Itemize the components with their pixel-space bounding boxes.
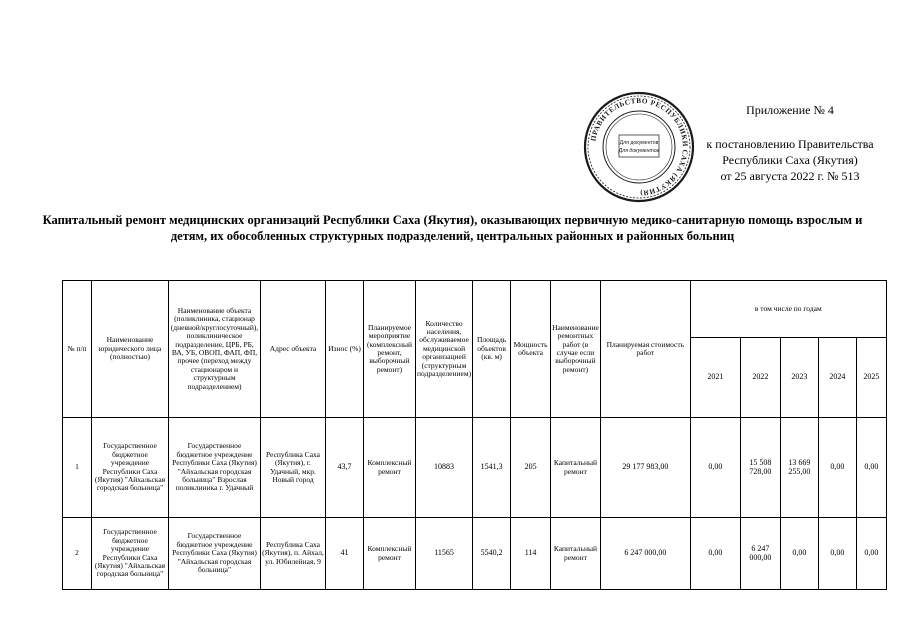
cell-cost: 29 177 983,00 (600, 418, 690, 518)
svg-text:ПРАВИТЕЛЬСТВО РЕСПУБЛИКИ САХА (589, 97, 689, 197)
cell-2024: 0,00 (818, 418, 856, 518)
header-wear: Износ (%) (326, 281, 364, 418)
header-area: Площадь объектов (кв. м) (473, 281, 511, 418)
appendix-line-4: от 25 августа 2022 г. № 513 (720, 169, 860, 183)
cell-works: Капитальный ремонт (551, 518, 601, 590)
cell-2024: 0,00 (818, 518, 856, 590)
seal-graphic (583, 91, 695, 203)
cell-2021: 0,00 (690, 418, 740, 518)
cell-population: 11565 (416, 518, 473, 590)
header-event: Планируемое мероприятие (комплексный ремонт, выборочный ремонт) (364, 281, 416, 418)
cell-num: 1 (63, 418, 92, 518)
cell-entity: Государственное бюджетное учреждение Республики Саха (Якутия) "Айхальская городская больница" (92, 518, 169, 590)
header-capacity: Мощность объекта (511, 281, 551, 418)
official-seal (583, 91, 695, 203)
header-year-2021: 2021 (690, 338, 740, 418)
header-year-2025: 2025 (856, 338, 886, 418)
cell-address: Республика Саха (Якутия), г. Удачный, мкр. Новый город (261, 418, 326, 518)
header-cost: Планируемая стоимость работ (600, 281, 690, 418)
cell-capacity: 205 (511, 418, 551, 518)
header-year-2022: 2022 (740, 338, 780, 418)
appendix-line-2: к постановлению Правительства (706, 137, 874, 151)
cell-address: Республика Саха (Якутия), п. Айхал, ул. Юбилейная, 9 (261, 518, 326, 590)
cell-event: Комплексный ремонт (364, 518, 416, 590)
header-year-2023: 2023 (780, 338, 818, 418)
table-row (63, 418, 887, 518)
cell-object: Государственное бюджетное учреждение Республики Саха (Якутия) "Айхальская городская больница" (169, 518, 261, 590)
header-year-2024: 2024 (818, 338, 856, 418)
cell-area: 1541,3 (473, 418, 511, 518)
cell-works: Капитальный ремонт (551, 418, 601, 518)
appendix-line-1: Приложение № 4 (746, 103, 834, 117)
header-num: № п/п (63, 281, 92, 418)
cell-cost: 6 247 000,00 (600, 518, 690, 590)
header-years-group: в том числе по годам (690, 281, 886, 338)
cell-2023: 0,00 (780, 518, 818, 590)
cell-2022: 15 508 728,00 (740, 418, 780, 518)
cell-2021: 0,00 (690, 518, 740, 590)
seal-center-text: Для документов (619, 140, 659, 146)
appendix-line-3: Республики Саха (Якутия) (722, 153, 858, 167)
header-object: Наименование объекта (поликлиника, стационар (дневной/круглосуточный), поликлиническое подразделение, ЦРБ, РБ, ВА, УБ, ОВОП, ФАП, ФП, прочее (переход между стационаром и структурным подразделением) (169, 281, 261, 418)
cell-population: 10883 (416, 418, 473, 518)
seal-outer-text: ПРАВИТЕЛЬСТВО РЕСПУБЛИКИ САХА (ЯКУТИЯ) (589, 96, 690, 198)
cell-2025: 0,00 (856, 518, 886, 590)
cell-2023: 13 669 255,00 (780, 418, 818, 518)
cell-capacity: 114 (511, 518, 551, 590)
cell-entity: Государственное бюджетное учреждение Республики Саха (Якутия) "Айхальская городская больница" (92, 418, 169, 518)
cell-wear: 43,7 (326, 418, 364, 518)
cell-2025: 0,00 (856, 418, 886, 518)
cell-area: 5540,2 (473, 518, 511, 590)
cell-object: Государственное бюджетное учреждение Республики Саха (Якутия) "Айхальская городская больница" Взрослая поликлиника г. Удачный (169, 418, 261, 518)
header-row-1 (63, 281, 887, 338)
repair-table (62, 280, 887, 590)
header-entity: Наименование юридического лица (полностью) (92, 281, 169, 418)
cell-2022: 6 247 000,00 (740, 518, 780, 590)
cell-num: 2 (63, 518, 92, 590)
cell-wear: 41 (326, 518, 364, 590)
table-row (63, 518, 887, 590)
document-title: Капитальный ремонт медицинских организаций Республики Саха (Якутия), оказывающих первичную медико-санитарную помощь взрослым и детям, их обособленных структурных подразделений, центральных районных и районных больниц (42, 213, 863, 243)
header-population: Количество населения, обслуживаемое медицинской организацией (структурным подразделением) (416, 281, 473, 418)
header-works: Наименование ремонтных работ (в случае если выборочный ремонт) (551, 281, 601, 418)
seal-inner-text: Для документов (618, 148, 660, 154)
cell-event: Комплексный ремонт (364, 418, 416, 518)
header-address: Адрес объекта (261, 281, 326, 418)
